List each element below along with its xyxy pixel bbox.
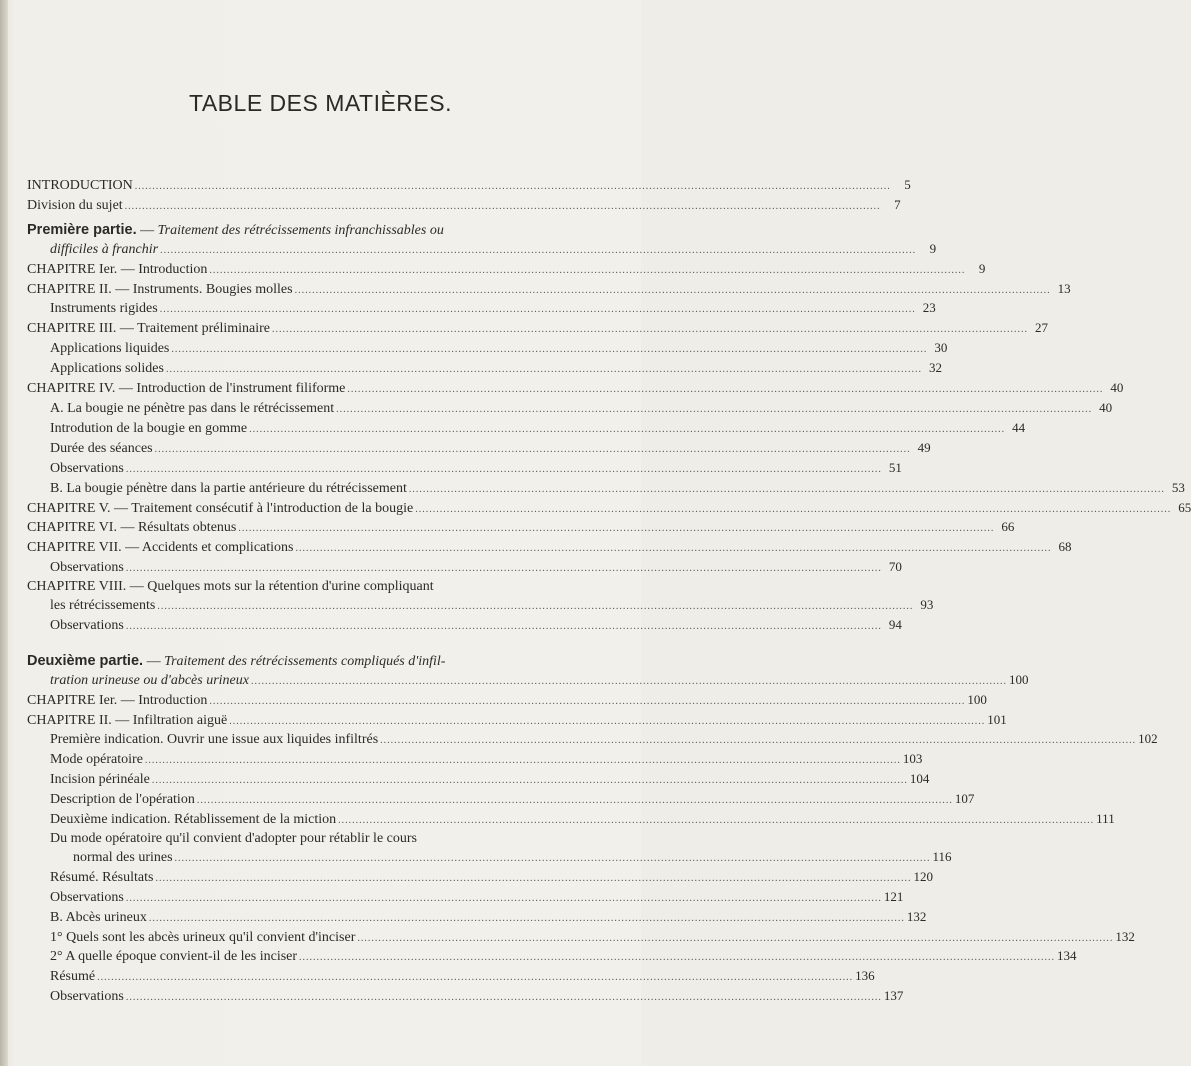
page-number: 111 [1096, 811, 1115, 827]
toc-entry [27, 810, 1115, 830]
toc-entry-label: Résumé. Résultats [50, 869, 154, 885]
toc-section-intro [27, 176, 911, 216]
leader-dots [145, 752, 901, 770]
page-number: 70 [888, 559, 902, 575]
toc-entry-label: B. La bougie pénètre dans la partie antérieure du rétrécissement [50, 480, 407, 496]
page-number: 121 [883, 888, 904, 904]
toc-entry-label: INTRODUCTION [27, 178, 133, 193]
part-one-description: Traitement des rétrécissements infranchissables ou [157, 222, 444, 238]
toc-entry [27, 260, 986, 280]
leader-dots [155, 441, 911, 459]
page-number: 51 [888, 459, 902, 475]
page-number: 7 [894, 196, 901, 212]
toc-entry-label: Introdution de la bougie en gomme [50, 420, 248, 436]
page-number: 116 [932, 848, 952, 864]
toc-entry-label: CHAPITRE VI. — Résultats obtenus [27, 520, 237, 536]
leader-dots [166, 361, 922, 379]
page-number: 66 [1001, 519, 1015, 535]
page-number: 137 [883, 988, 904, 1004]
toc-entry [27, 691, 987, 711]
toc-entry [27, 888, 904, 908]
spacer [27, 636, 619, 653]
leader-dots [249, 421, 1005, 439]
toc-entry [27, 616, 902, 636]
leader-dots [415, 501, 1171, 519]
toc-entry [27, 339, 948, 359]
leader-dots [126, 890, 882, 908]
toc-entry [27, 730, 1158, 750]
part-two-heading: Deuxième partie. — Traitement des rétrécissements compliqués d'infil- tration urineuse ou d'abcès urineux ..... 100 [27, 653, 619, 691]
toc-entry-label: CHAPITRE II. — Infiltration aiguë [27, 712, 228, 728]
page-number: 13 [1057, 280, 1071, 296]
toc-section-part-one [27, 260, 1191, 579]
toc-entry-label: Applications solides [50, 361, 164, 377]
toc-entry-label: CHAPITRE II. — Instruments. Bougies molles [27, 281, 293, 297]
toc-entry [27, 518, 1015, 538]
page-number: 102 [1138, 731, 1158, 747]
toc-entry-label: Description de l'opération [50, 792, 195, 808]
toc-entry-label: Observations [50, 889, 124, 905]
toc-entry [27, 558, 902, 578]
toc-entry [27, 176, 911, 196]
page-number: 40 [1110, 380, 1124, 396]
leader-dots [272, 321, 1028, 339]
toc-entry [27, 868, 933, 888]
toc-entry-label: Résumé [50, 969, 96, 985]
leader-dots [126, 618, 882, 636]
page-number: 120 [913, 868, 933, 884]
page-number: 68 [1058, 539, 1072, 555]
toc-entry [27, 750, 923, 770]
leader-dots [299, 949, 1055, 967]
page-number: 32 [928, 360, 942, 376]
part-one-heading: Première partie. — Traitement des rétrécissements infranchissables ou difficiles à franchir ..... 9 [27, 222, 619, 260]
toc-entry-label: Deuxième indication. Rétablissement de la miction [50, 812, 337, 828]
toc-entry [27, 711, 1007, 731]
toc-entry [27, 299, 936, 319]
page-number: 23 [922, 300, 936, 316]
toc-entry-label: Mode opératoire [50, 752, 143, 768]
leader-dots [135, 178, 891, 196]
toc-entry-label: Observations [50, 560, 124, 576]
toc-entry-label: Observations [50, 989, 124, 1005]
page-number: 104 [909, 771, 930, 787]
page-number: 5 [904, 177, 911, 192]
page-number: 94 [888, 616, 902, 632]
page-number: 9 [978, 260, 986, 276]
page-number: 136 [855, 968, 875, 984]
toc-entry-label: Première indication. Ouvrir une issue aux liquides infiltrés [50, 732, 379, 748]
toc-entry-label: Division du sujet [27, 197, 123, 213]
part-two-description: Traitement des rétrécissements compliqués d'infil- [164, 653, 446, 669]
page-number: 93 [920, 597, 934, 613]
leader-dots [197, 792, 953, 810]
page-number: 53 [1171, 479, 1185, 495]
toc-entry-label: A. La bougie ne pénètre pas dans le rétrécissement [50, 400, 335, 416]
page-number: 103 [902, 751, 923, 767]
leader-dots [338, 812, 1094, 830]
leader-dots [295, 282, 1051, 300]
page-number: 132 [1115, 928, 1135, 944]
page-number: 132 [906, 908, 927, 924]
toc-entry [27, 770, 930, 790]
part-one-description-entry: difficiles à franchir ..... 9 [27, 240, 619, 260]
leader-dots [149, 910, 905, 928]
toc-entry [27, 479, 1185, 499]
page-number: 101 [987, 711, 1007, 727]
toc-entry [27, 196, 901, 216]
leader-dots [380, 732, 1136, 750]
toc-section-part-two [27, 691, 1158, 830]
binding-gutter [0, 0, 8, 1066]
toc-entry-label: CHAPITRE IV. — Introduction de l'instrument filiforme [27, 381, 346, 397]
toc-entry [27, 319, 1049, 339]
toc-entry-label: CHAPITRE V. — Traitement consécutif à l'introduction de la bougie [27, 500, 414, 516]
toc-entry [27, 439, 931, 459]
page-number: 134 [1057, 948, 1077, 964]
toc-entry [27, 419, 1026, 439]
chapter-eight-entry: CHAPITRE VIII. — Quelques mots sur la rétention d'urine compliquant les rétrécissements ..... 93 [27, 578, 619, 616]
leader-dots [155, 870, 911, 888]
leader-dots [171, 341, 927, 359]
page-number: 100 [967, 691, 987, 707]
page-number: 9 [929, 240, 937, 256]
leader-dots [160, 301, 916, 319]
toc-entry-label: Observations [50, 617, 124, 633]
toc-entry [27, 928, 1135, 948]
toc-entry [27, 908, 927, 928]
leader-dots [126, 560, 882, 578]
leader-dots [295, 540, 1051, 558]
toc-entry-label: Observations [50, 460, 124, 476]
toc-entry-label: CHAPITRE Ier. — Introduction [27, 692, 208, 708]
toc-entry-label: CHAPITRE VII. — Accidents et complications [27, 540, 294, 556]
toc-entry [27, 359, 942, 379]
leader-dots [336, 401, 1092, 419]
toc-entry [27, 280, 1071, 300]
page-number: 40 [1099, 399, 1113, 415]
page-number: 49 [917, 439, 931, 455]
table-of-contents [27, 176, 1191, 1007]
toc-entry-label: Instruments rigides [50, 301, 158, 317]
toc-entry [27, 399, 1113, 419]
toc-entry [27, 947, 1077, 967]
page-number: 30 [934, 340, 948, 356]
toc-entry [27, 459, 902, 479]
leader-dots [357, 930, 1113, 948]
toc-entry-label: Durée des séances [50, 440, 153, 456]
leader-dots [126, 461, 882, 479]
toc-entry-label: B. Abcès urineux [50, 909, 147, 925]
part-two-description-entry: tration urineuse ou d'abcès urineux ..... 100 [27, 671, 619, 691]
page-title: TABLE DES MATIÈRES. [189, 90, 452, 116]
leader-dots [152, 772, 908, 790]
toc-entry-label: Incision périnéale [50, 772, 150, 788]
toc-entry [27, 379, 1124, 399]
toc-section-part-two-end [27, 868, 1135, 1007]
leader-dots [409, 481, 1165, 499]
leader-dots [209, 262, 965, 280]
toc-entry-label: 2° A quelle époque convient-il de les inciser [50, 949, 298, 965]
toc-entry-label: Applications liquides [50, 341, 170, 357]
toc-entry-label: CHAPITRE Ier. — Introduction [27, 261, 208, 277]
toc-entry [27, 967, 875, 987]
leader-dots [347, 381, 1103, 399]
page-number: 107 [954, 791, 975, 807]
page-number: 65 [1178, 499, 1191, 515]
toc-entry [27, 538, 1072, 558]
toc-entry [27, 987, 904, 1007]
leader-dots [238, 520, 994, 538]
leader-dots [209, 693, 965, 711]
miction-entry: Du mode opératoire qu'il convient d'adopter pour rétablir le cours normal des urines ..... 116 [27, 830, 619, 868]
page-number: 27 [1035, 320, 1049, 336]
toc-entry [27, 790, 975, 810]
toc-entry [27, 499, 1191, 519]
page-number: 100 [1008, 671, 1029, 687]
toc-entry-label: 1° Quels sont les abcès urineux qu'il convient d'inciser [50, 929, 356, 945]
part-one-title: Première partie. [27, 221, 137, 238]
leader-dots [125, 198, 881, 216]
page-number: 44 [1012, 419, 1026, 435]
toc-section-part-one-end [27, 616, 902, 636]
leader-dots [97, 969, 853, 987]
leader-dots [126, 989, 882, 1007]
leader-dots [229, 713, 985, 731]
part-two-title: Deuxième partie. [27, 652, 144, 669]
toc-entry-label: CHAPITRE III. — Traitement préliminaire [27, 321, 271, 337]
